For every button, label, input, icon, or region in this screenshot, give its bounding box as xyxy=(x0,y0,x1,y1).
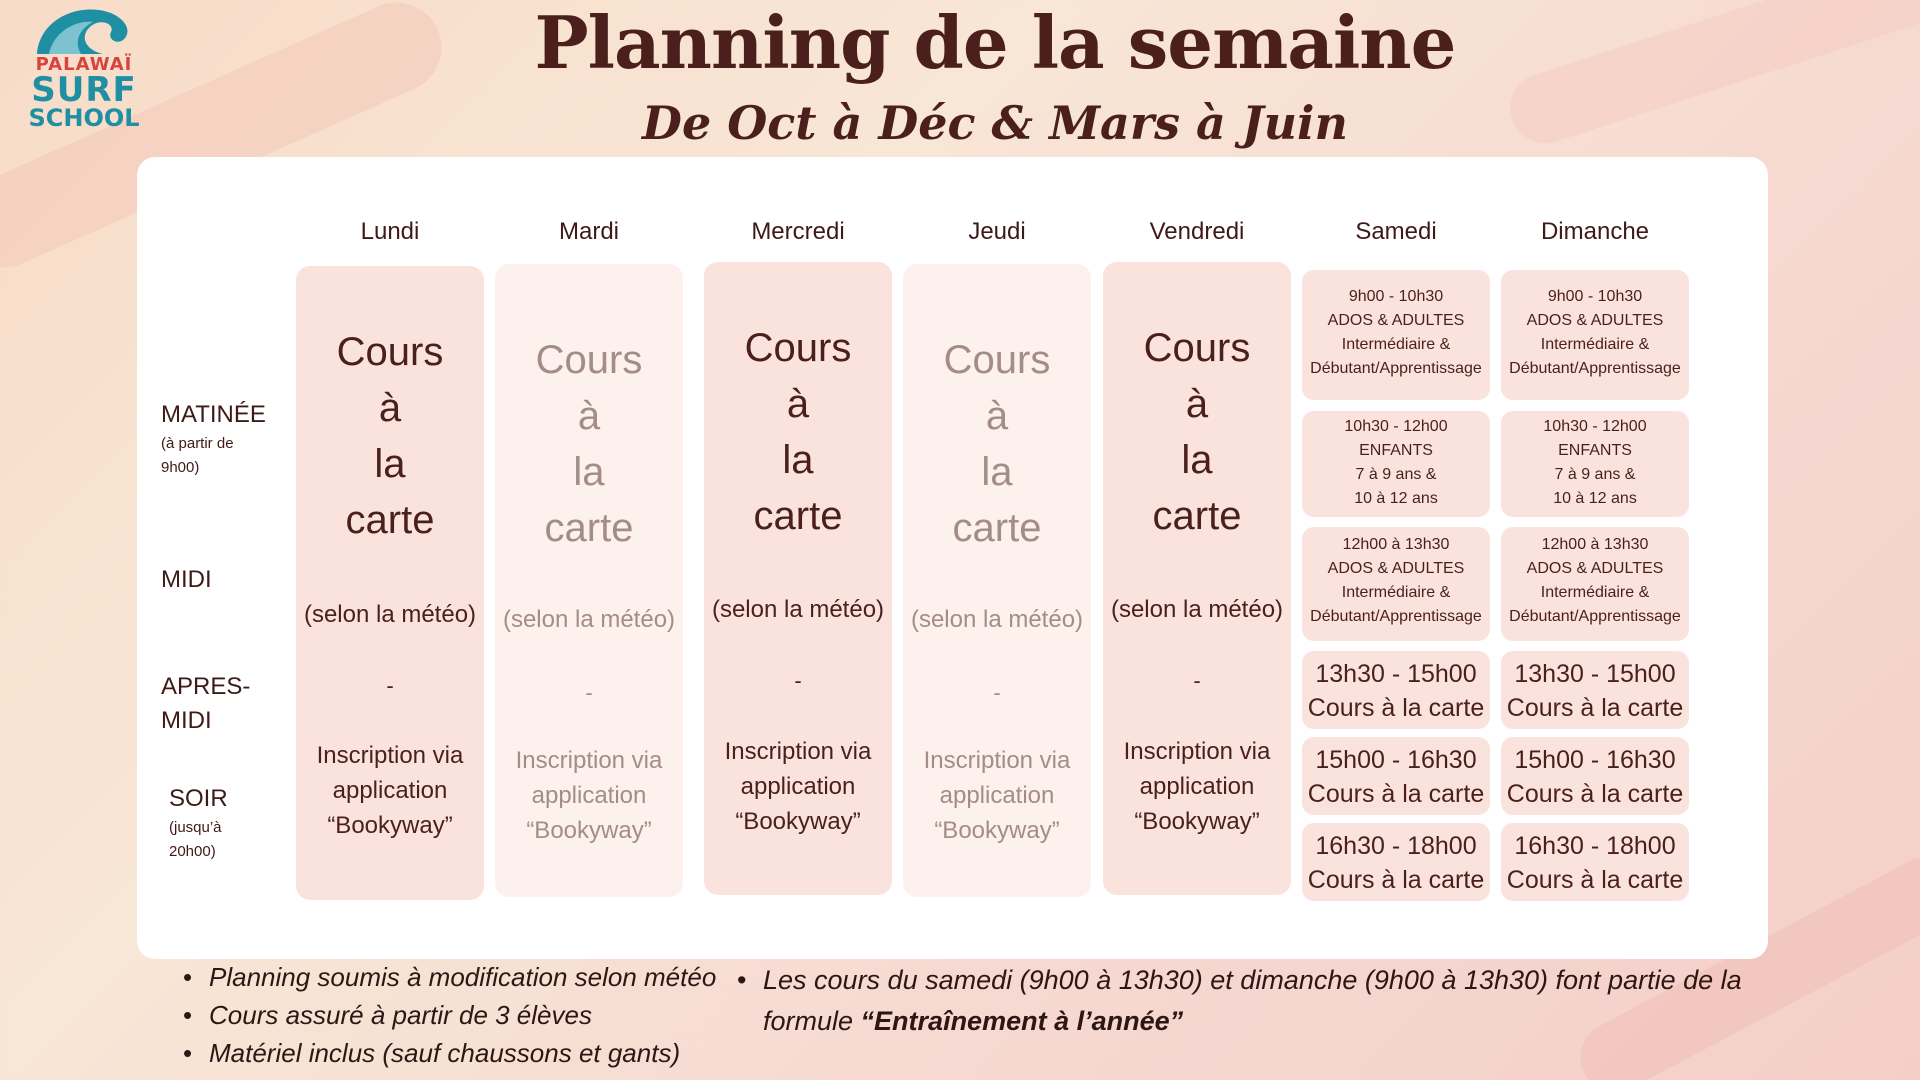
dash: - xyxy=(993,680,1001,705)
day-header-mardi: Mardi xyxy=(558,218,619,245)
logo-line-1: PALAWAÏ xyxy=(35,54,133,75)
weekend-formula-note xyxy=(737,960,1767,1042)
inscription-note: Inscription via application “Bookyway” xyxy=(316,742,464,839)
column-lundi xyxy=(296,266,484,900)
column-mercredi xyxy=(704,262,892,895)
meteo-note: (selon la météo) xyxy=(910,606,1084,633)
day-header-dimanche: Dimanche xyxy=(1540,218,1650,245)
dimanche-slot-1: 9h00 - 10h30 ADOS & ADULTES Intermédiaire & Débutant/Apprentissage xyxy=(1501,270,1689,400)
samedi-slot-6: 16h30 - 18h00 Cours à la carte xyxy=(1302,823,1490,901)
logo-line-3: SCHOOL xyxy=(28,104,140,132)
soir-sub-2: 20h00) xyxy=(169,843,216,860)
cours-a-la-carte: Cours à la carte xyxy=(744,326,852,538)
dash: - xyxy=(386,673,394,698)
meteo-note: (selon la météo) xyxy=(711,596,885,623)
page-subtitle: De Oct à Déc & Mars à Juin xyxy=(642,96,1348,150)
day-header-lundi: Lundi xyxy=(360,218,420,245)
meteo-note: (selon la météo) xyxy=(1110,596,1284,623)
samedi-slot-4: 13h30 - 15h00 Cours à la carte xyxy=(1302,651,1490,729)
inscription-note: Inscription via application “Bookyway” xyxy=(724,738,872,835)
matinee-sub-1: (à partir de xyxy=(161,435,234,452)
dimanche-slot-5: 15h00 - 16h30 Cours à la carte xyxy=(1501,737,1689,815)
day-header-jeudi: Jeudi xyxy=(968,218,1026,245)
matinee-sub-2: 9h00) xyxy=(161,459,200,476)
apres-line-1: APRES- xyxy=(161,673,251,700)
samedi-slot-1: 9h00 - 10h30 ADOS & ADULTES Intermédiaire & Débutant/Apprentissage xyxy=(1302,270,1490,400)
note-item: • Planning soumis à modification selon météo xyxy=(183,958,716,996)
day-header-samedi: Samedi xyxy=(1355,218,1437,245)
column-mardi xyxy=(495,264,683,897)
samedi-slot-3: 12h00 à 13h30 ADOS & ADULTES Intermédiaire & Débutant/Apprentissage xyxy=(1302,527,1490,641)
page-title: Planning de la semaine xyxy=(534,0,1456,85)
dimanche-slot-3: 12h00 à 13h30 ADOS & ADULTES Intermédiaire & Débutant/Apprentissage xyxy=(1501,527,1689,641)
cours-a-la-carte: Cours à la carte xyxy=(1143,326,1251,538)
apres-line-2: MIDI xyxy=(161,707,212,734)
inscription-note: Inscription via application “Bookyway” xyxy=(1123,738,1271,835)
soir-sub-1: (jusqu’à xyxy=(169,819,222,836)
column-vendredi xyxy=(1103,262,1291,895)
day-header-vendredi: Vendredi xyxy=(1149,218,1245,245)
meteo-note: (selon la météo) xyxy=(502,606,676,633)
day-header-mercredi: Mercredi xyxy=(751,218,845,245)
dimanche-slot-6: 16h30 - 18h00 Cours à la carte xyxy=(1501,823,1689,901)
column-jeudi xyxy=(903,264,1091,897)
inscription-note: Inscription via application “Bookyway” xyxy=(515,747,663,844)
time-label-midi: MIDI xyxy=(161,566,212,593)
time-label-matinee xyxy=(161,398,266,480)
cours-a-la-carte: Cours à la carte xyxy=(336,330,444,542)
matinee-label: MATINÉE xyxy=(161,401,266,428)
soir-label: SOIR xyxy=(169,785,228,812)
dash: - xyxy=(1193,668,1201,693)
note-item: • Cours assuré à partir de 3 élèves xyxy=(183,996,716,1034)
dimanche-slot-2: 10h30 - 12h00 ENFANTS 7 à 9 ans & 10 à 12 ans xyxy=(1501,411,1689,517)
dimanche-slot-4: 13h30 - 15h00 Cours à la carte xyxy=(1501,651,1689,729)
note-item: • Matériel inclus (sauf chaussons et gants) xyxy=(183,1034,716,1072)
samedi-slot-2: 10h30 - 12h00 ENFANTS 7 à 9 ans & 10 à 12 ans xyxy=(1302,411,1490,517)
inscription-note: Inscription via application “Bookyway” xyxy=(923,747,1071,844)
weekend-note-text: Les cours du samedi (9h00 à 13h30) et dimanche (9h00 à 13h30) font partie de la formule xyxy=(763,965,1742,1036)
logo-line-2: SURF xyxy=(31,70,137,110)
weekend-note-bold: “Entraînement à l’année” xyxy=(860,1006,1184,1036)
dash: - xyxy=(794,668,802,693)
cours-a-la-carte: Cours à la carte xyxy=(535,338,643,550)
notes-list xyxy=(183,958,716,1072)
time-label-apres-midi xyxy=(161,670,250,738)
cours-a-la-carte: Cours à la carte xyxy=(943,338,1051,550)
dash: - xyxy=(585,680,593,705)
samedi-slot-5: 15h00 - 16h30 Cours à la carte xyxy=(1302,737,1490,815)
meteo-note: (selon la météo) xyxy=(303,601,477,628)
time-label-soir xyxy=(169,782,228,864)
